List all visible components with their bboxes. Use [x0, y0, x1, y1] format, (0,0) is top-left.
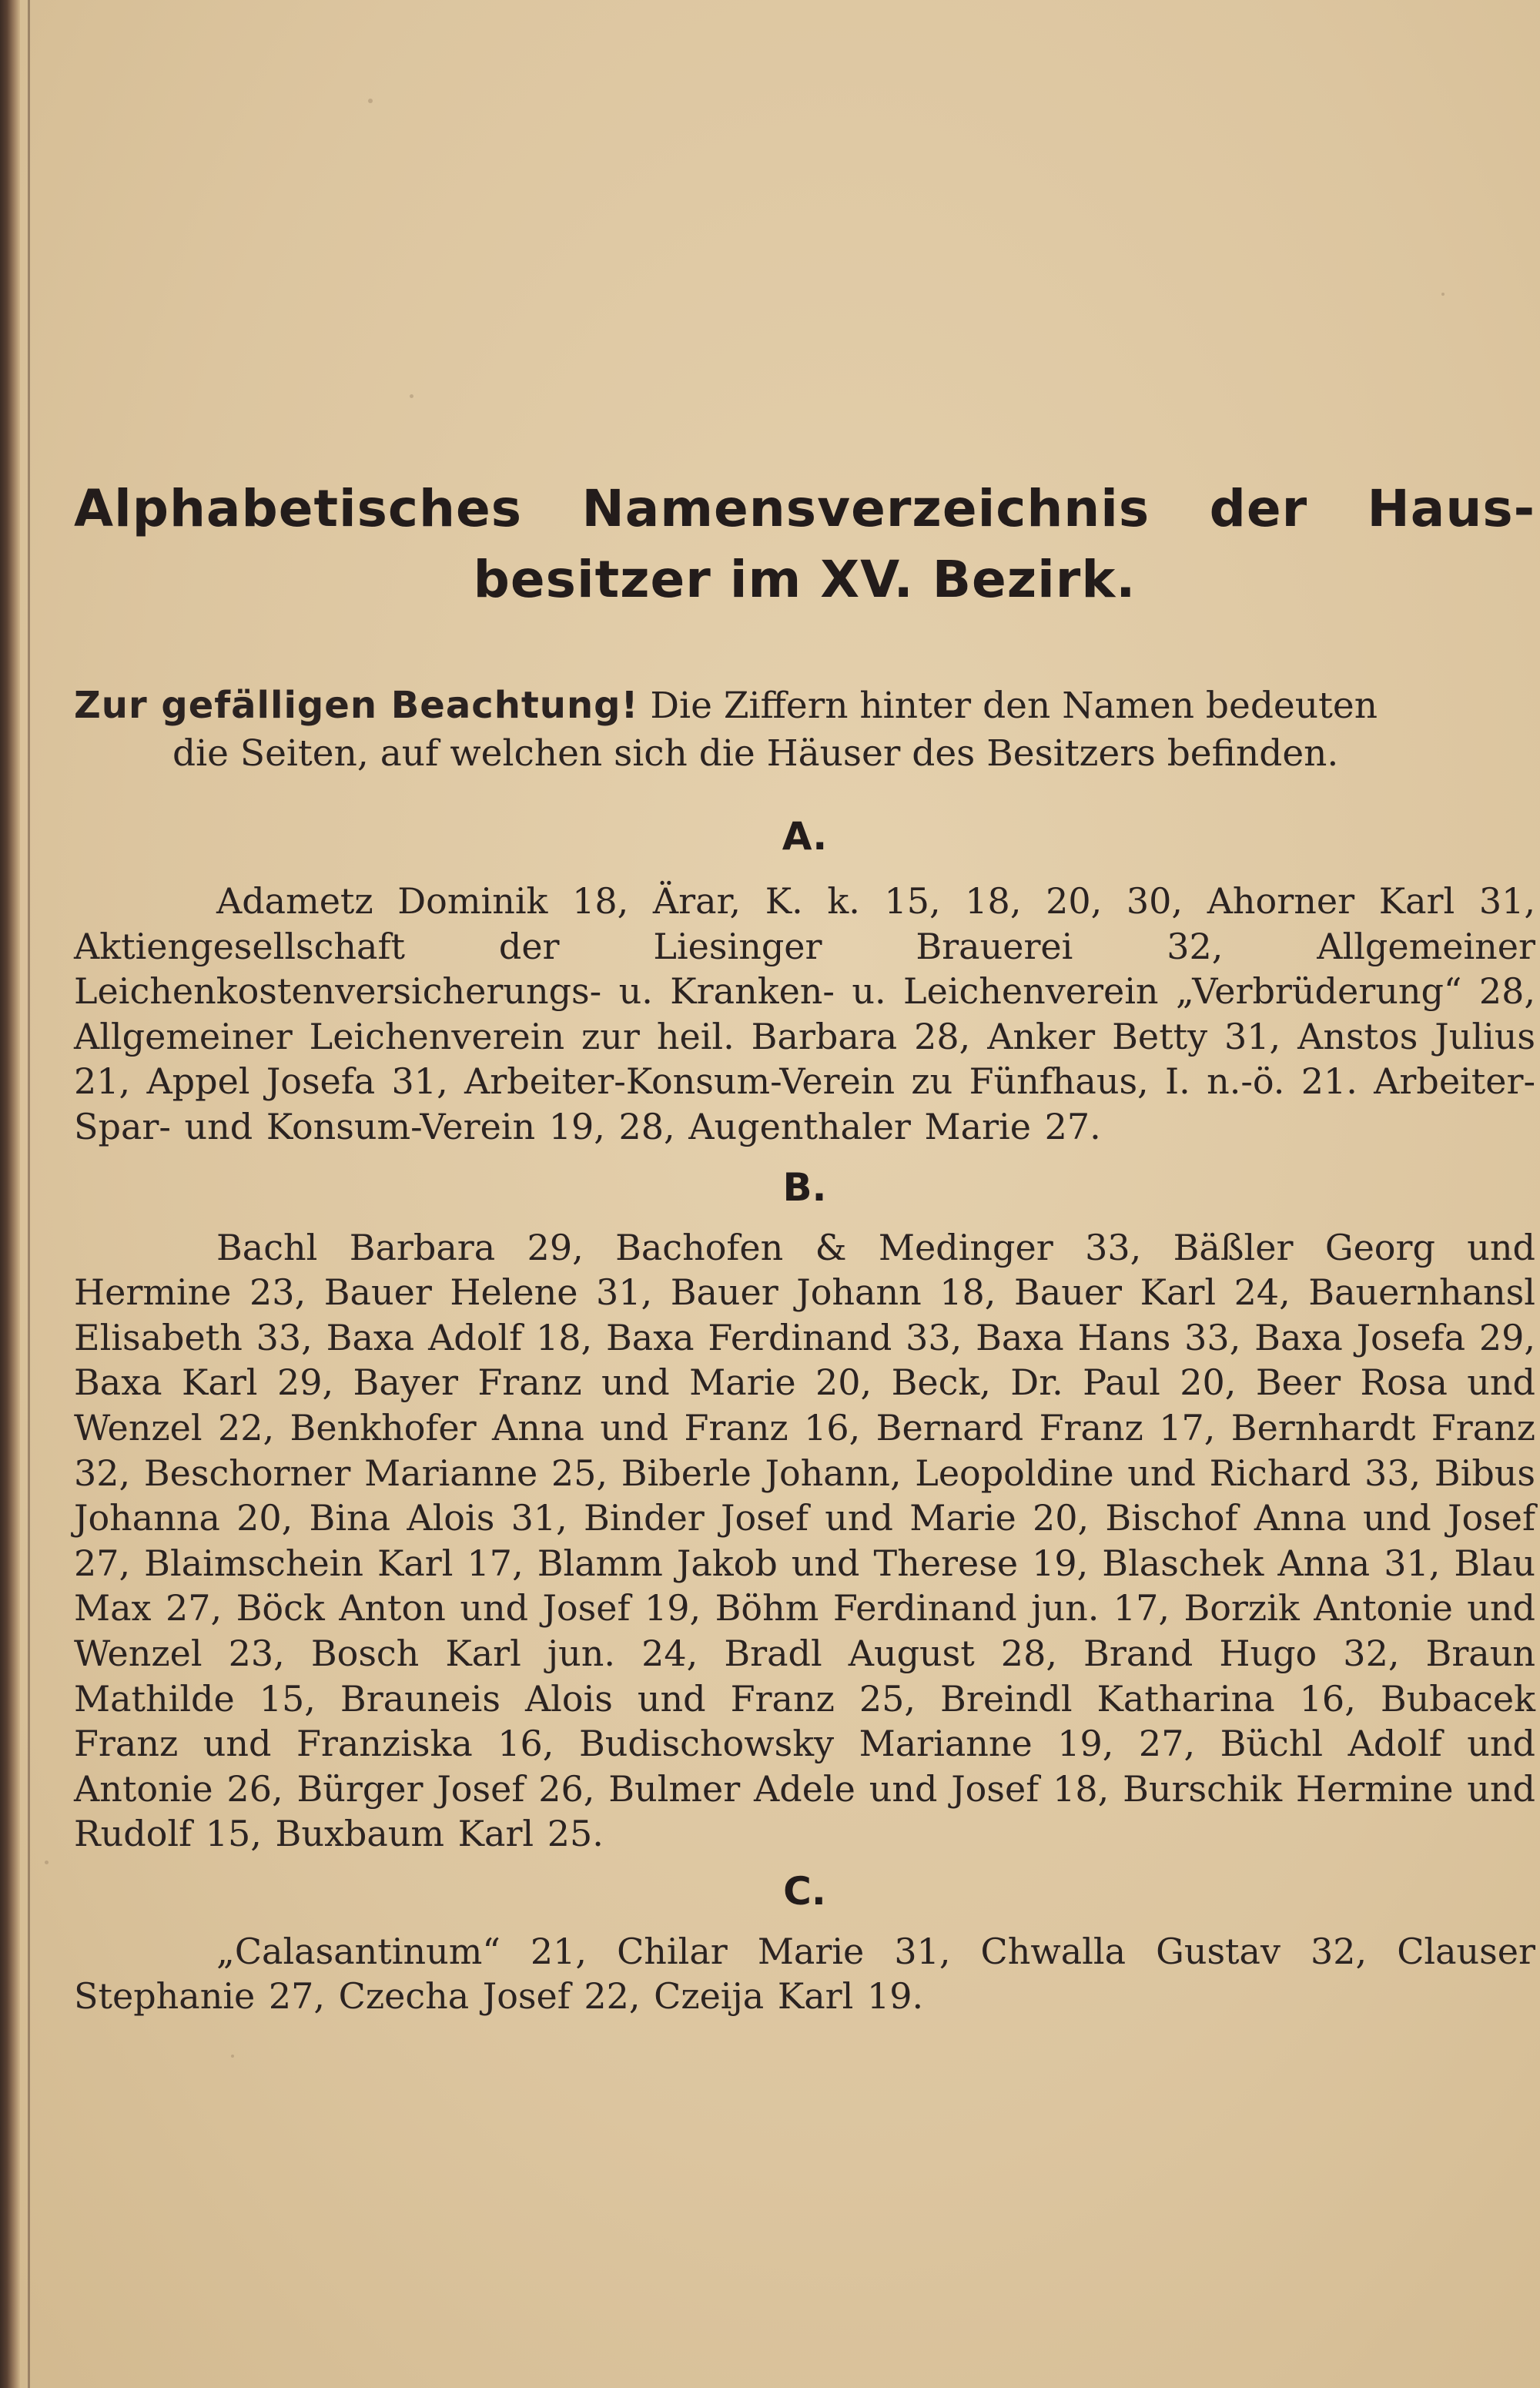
section-heading-a: A. [782, 814, 828, 859]
title-line-1: Alphabetisches Namensverzeichnis der Haus- [74, 479, 1535, 538]
notice-text-line-2: die Seiten, auf welchen sich die Häuser des Besitzers befinden. [172, 732, 1339, 775]
notice-text-line-1: Die Ziffern hinter den Namen bedeuten [650, 685, 1378, 727]
page-content [74, 474, 1535, 2019]
title-line-2: besitzer im XV. Bezirk. [473, 550, 1137, 609]
reader-notice [74, 682, 1535, 778]
page-title [74, 474, 1535, 615]
section-heading-c: C. [783, 1868, 826, 1914]
section-entries-c: „Calasantinum“ 21, Chilar Marie 31, Chwalla Gustav 32, Clauser Stephanie 27, Czecha Josef 22, Czeija Karl 19. [74, 1930, 1535, 2018]
section-heading-b: B. [782, 1164, 827, 1210]
notice-lead: Zur gefälligen Beachtung! [74, 684, 639, 727]
section-entries-a: Adametz Dominik 18, Ärar, K. k. 15, 18, 20, 30, Ahorner Karl 31, Aktiengesellschaft der Liesinger Brauerei 32, Allgemeiner Leichenkostenversicherungs- u. Kranken- u. Leichenverein „Verbrüderung“ 28, Allgemeiner Leichenverein zur heil. Barbara 28, Anker Betty 31, Anstos Julius 21, Appel Josefa 31, Arbeiter-Konsum-Verein zu Fünfhaus, I. n.-ö. 21. Arbeiter-Spar- und Konsum-Verein 19, 28, Augenthaler Marie 27. [74, 880, 1535, 1147]
section-entries-b: Bachl Barbara 29, Bachofen & Medinger 33, Bäßler Georg und Hermine 23, Bauer Helene 31, Bauer Johann 18, Bauer Karl 24, Bauernhansl Elisabeth 33, Baxa Adolf 18, Baxa Ferdinand 33, Baxa Hans 33, Baxa Josefa 29, Baxa Karl 29, Bayer Franz und Marie 20, Beck, Dr. Paul 20, Beer Rosa und Wenzel 22, Benkhofer Anna und Franz 16, Bernard Franz 17, Bernhardt Franz 32, Beschorner Marianne 25, Biberle Johann, Leopoldine und Richard 33, Bibus Johanna 20, Bina Alois 31, Binder Josef und Marie 20, Bischof Anna und Josef 27, Blaimschein Karl 17, Blamm Jakob und Therese 19, Blaschek Anna 31, Blau Max 27, Böck Anton und Josef 19, Böhm Ferdinand jun. 17, Borzik Antonie und Wenzel 23, Bosch Karl jun. 24, Bradl August 28, Brand Hugo 32, Braun Mathilde 15, Brauneis Alois und Franz 25, Breindl Katharina 16, Bubacek Franz und Franziska 16, Budischowsky Marianne 19, 27, Büchl Adolf und Antonie 26, Bürger Josef 26, Bulmer Adele und Josef 18, Burschik Hermine und Rudolf 15, Buxbaum Karl 25. [74, 1226, 1535, 1855]
page-gutter-line [28, 0, 30, 2388]
book-spine-shadow [0, 0, 20, 2388]
